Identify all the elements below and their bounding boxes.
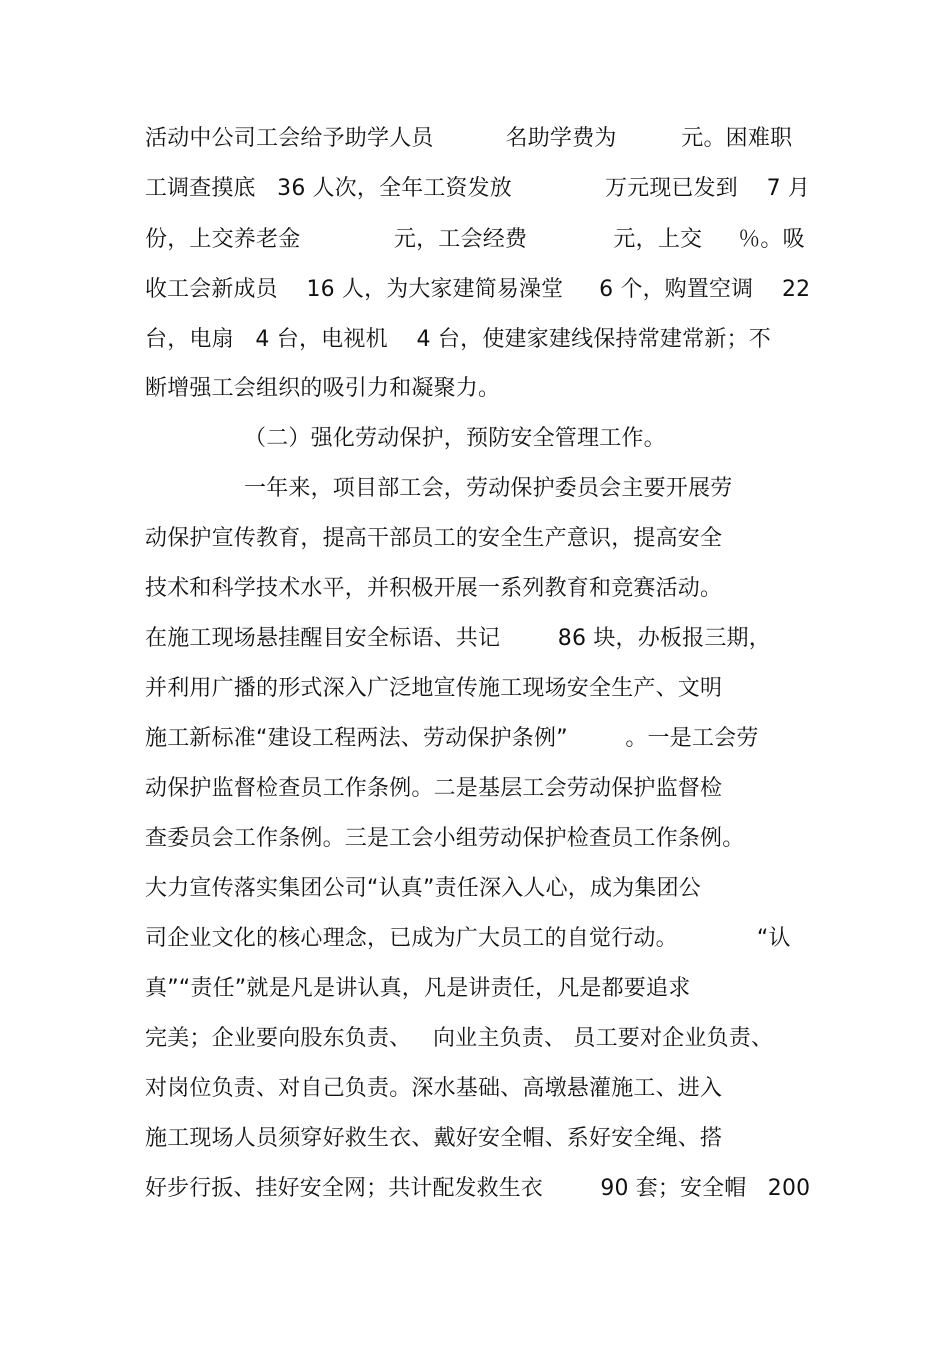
text-line: 查委员会工作条例。三是工会小组劳动保护检查员工作条例。 xyxy=(145,826,745,851)
paragraph-first-line: 一年来，项目部工会，劳动保护委员会主要开展劳 xyxy=(244,476,733,501)
text-line: 动保护监督检查员工作条例。二是基层工会劳动保护监督检 xyxy=(145,776,723,801)
text-line: 对岗位负责、对自己负责。深水基础、高墩悬灌施工、进入 xyxy=(145,1076,723,1101)
text-line: 收工会新成员 16 人，为大家建简易澡堂 6 个，购置空调 22 xyxy=(145,277,811,302)
text-line: 断增强工会组织的吸引力和凝聚力。 xyxy=(145,376,501,401)
text-line: 台，电扇 4 台，电视机 4 台，使建家建线保持常建常新；不 xyxy=(145,327,771,352)
text-line: 技术和科学技术水平，并积极开展一系列教育和竞赛活动。 xyxy=(145,576,723,601)
text-line: 在施工现场悬挂醒目安全标语、共记 86 块，办板报三期， xyxy=(145,626,771,651)
text-line: 工调查摸底 36 人次，全年工资发放 万元现已发到 7 月 xyxy=(145,176,811,201)
text-line: 大力宣传落实集团公司“认真”责任深入人心，成为集团公 xyxy=(145,876,701,901)
section-heading: （二）强化劳动保护，预防安全管理工作。 xyxy=(244,426,666,451)
text-line: 真”“责任”就是凡是讲认真，凡是讲责任，凡是都要追求 xyxy=(145,976,691,1001)
text-line: 施工新标准“建设工程两法、劳动保护条例” 。一是工会劳 xyxy=(145,726,759,751)
text-line: 好步行扳、挂好安全网；共计配发救生衣 90 套；安全帽 200 xyxy=(145,1176,811,1201)
text-line: 司企业文化的核心理念，已成为广大员工的自觉行动。 “认 xyxy=(145,926,791,951)
text-line: 动保护宣传教育，提高干部员工的安全生产意识，提高安全 xyxy=(145,526,723,551)
text-line: 份，上交养老金 元，工会经费 元，上交 ％。吸 xyxy=(145,227,805,252)
text-line: 活动中公司工会给予助学人员 名助学费为 元。困难职 xyxy=(145,126,793,151)
text-line: 施工现场人员须穿好救生衣、戴好安全帽、系好安全绳、搭 xyxy=(145,1126,723,1151)
text-line: 完美；企业要向股东负责、 向业主负责、 员工要对企业负责、 xyxy=(145,1026,774,1051)
text-line: 并利用广播的形式深入广泛地宣传施工现场安全生产、文明 xyxy=(145,676,723,701)
